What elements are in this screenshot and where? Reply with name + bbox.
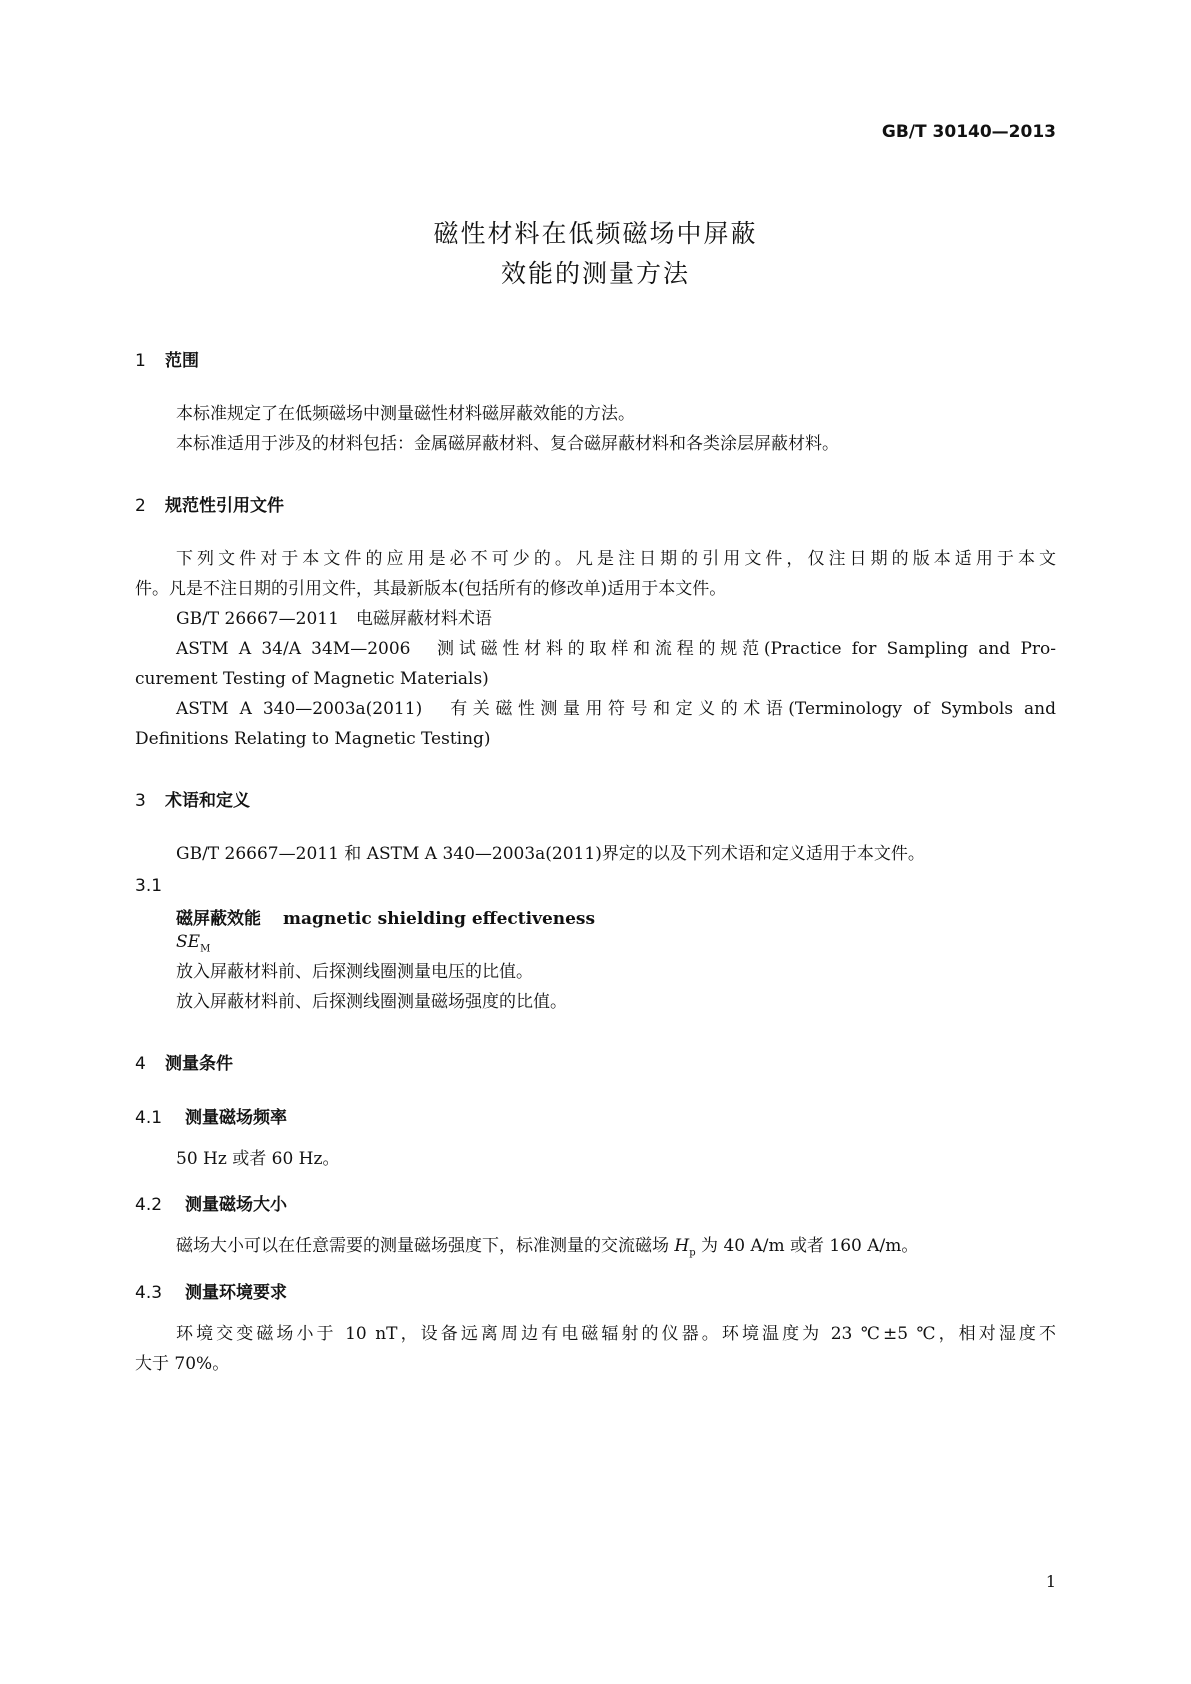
field-symbol: $H_p$ [674, 1236, 696, 1259]
paragraph: 本标准规定了在低频磁场中测量磁性材料磁屏蔽效能的方法。 [176, 404, 635, 424]
section-title: 术语和定义 [165, 791, 250, 811]
reference-item-continuation: Definitions Relating to Magnetic Testing) [135, 729, 491, 749]
section-number: 4 [135, 1054, 146, 1074]
reference-item: GB/T 26667—2011 电磁屏蔽材料术语 [176, 609, 492, 629]
subsection-number: 4.3 [135, 1283, 163, 1303]
section-title: 范围 [165, 351, 199, 371]
document-title-line-1: 磁性材料在低频磁场中屏蔽 [433, 219, 758, 248]
reference-item: ASTM A 340—2003a(2011) 有关磁性测量用符号和定义的术语(Terminology of Symbols and [176, 699, 1056, 719]
section-3-heading [135, 786, 250, 811]
page-number: 1 [1045, 1572, 1056, 1591]
section-1-heading [135, 346, 199, 371]
section-title: 规范性引用文件 [165, 496, 284, 516]
subsection-number: 4.1 [135, 1108, 163, 1128]
paragraph: 磁场大小可以在任意需要的测量磁场强度下，标准测量的交流磁场 $H_p$ 为 40 A/m 或者 160 A/m。 [176, 1236, 919, 1259]
subsection-4-3-heading [135, 1278, 287, 1303]
subsection-title: 测量磁场大小 [185, 1195, 287, 1215]
paragraph: GB/T 26667—2011 和 ASTM A 340—2003a(2011)界定的以及下列术语和定义适用于本文件。 [176, 844, 925, 864]
section-number: 3 [135, 791, 146, 811]
section-title: 测量条件 [165, 1054, 233, 1074]
term-symbol: $SE_M$ [176, 932, 211, 955]
section-number: 1 [135, 351, 146, 371]
term-english: magnetic shielding effectiveness [283, 909, 596, 929]
subsection-4-2-heading [135, 1190, 287, 1215]
paragraph: 环境交变磁场小于 10 nT，设备远离周边有电磁辐射的仪器。环境温度为 23 ℃±5 ℃，相对湿度不 [176, 1324, 1056, 1344]
paragraph: 下列文件对于本文件的应用是必不可少的。凡是注日期的引用文件，仅注日期的版本适用于本文 [176, 549, 1056, 569]
paragraph: 本标准适用于涉及的材料包括：金属磁屏蔽材料、复合磁屏蔽材料和各类涂层屏蔽材料。 [176, 434, 839, 454]
section-2-heading [135, 491, 284, 516]
definition: 放入屏蔽材料前、后探测线圈测量磁场强度的比值。 [176, 992, 567, 1012]
term-number: 3.1 [135, 876, 163, 896]
paragraph-continuation: 大于 70%。 [135, 1354, 230, 1374]
reference-item-continuation: curement Testing of Magnetic Materials) [135, 669, 489, 689]
definition: 放入屏蔽材料前、后探测线圈测量电压的比值。 [176, 962, 533, 982]
section-4-heading [135, 1049, 233, 1074]
subsection-title: 测量磁场频率 [185, 1108, 287, 1128]
reference-item: ASTM A 34/A 34M—2006 测试磁性材料的取样和流程的规范(Practice for Sampling and Pro- [176, 639, 1056, 659]
subsection-4-1-heading [135, 1103, 287, 1128]
paragraph: 50 Hz 或者 60 Hz。 [176, 1149, 340, 1169]
standard-code: GB/T 30140—2013 [881, 122, 1056, 142]
document-title-line-2: 效能的测量方法 [500, 259, 690, 288]
term-chinese: 磁屏蔽效能 [176, 909, 261, 929]
paragraph-continuation: 件。凡是不注日期的引用文件，其最新版本(包括所有的修改单)适用于本文件。 [135, 579, 727, 599]
section-number: 2 [135, 496, 146, 516]
subsection-number: 4.2 [135, 1195, 163, 1215]
term-heading [176, 904, 595, 929]
subsection-title: 测量环境要求 [185, 1283, 287, 1303]
